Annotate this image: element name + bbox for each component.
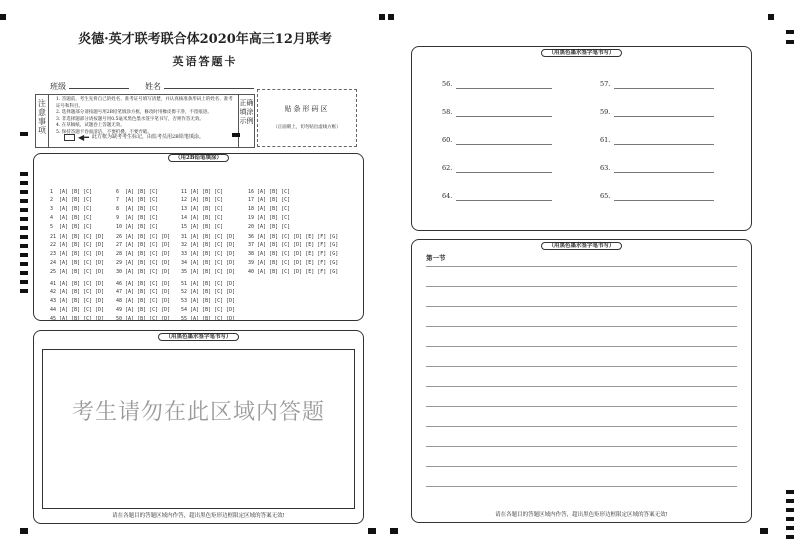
question-number: 65. [600, 192, 611, 200]
question-number: 63. [600, 164, 611, 172]
notice-list [56, 97, 234, 136]
top-mark [0, 14, 6, 20]
answer-line[interactable] [456, 88, 552, 89]
class-input-line[interactable] [69, 88, 129, 89]
mcq-block[interactable]: 26 [A] [B] [C] [D] 27 [A] [B] [C] [D] 28 [A] [B] [C] [D] 29 [A] [B] [C] [D] 30 [A] [B] [C] [D] [116, 233, 171, 275]
arrow-left-icon: ◀━ [78, 133, 89, 142]
side-mark [20, 132, 28, 136]
writing-line[interactable] [426, 386, 737, 387]
writing-line[interactable] [426, 286, 737, 287]
essay-panel [411, 239, 752, 523]
class-label: 班级 [50, 82, 66, 91]
page-subtitle: 英语答题卡 [172, 55, 238, 68]
mcq-panel-title: （用2B铅笔填涂） [34, 153, 363, 161]
correct-fill-label: 正确填涂示例 [238, 95, 254, 147]
question-number: 60. [442, 136, 453, 144]
notice-item: 3. 非选择题部分请按题号用0.5毫米黑色墨水签字笔书写，否则作答无效。 [56, 116, 204, 122]
mcq-block[interactable]: 21 [A] [B] [C] [D] 22 [A] [B] [C] [D] 23 [A] [B] [C] [D] 24 [A] [B] [C] [D] 25 [A] [B] [C] [D] [50, 233, 105, 275]
answer-line[interactable] [614, 172, 714, 173]
mcq-block[interactable]: 36 [A] [B] [C] [D] [E] [F] [G] 37 [A] [B] [C] [D] [E] [F] [G] 38 [A] [B] [C] [D] [E] [F] [G] 39 [A] [B] [C] [D] [E] [F] [G] 40 [A] [B] [C] [D] [E] [F] [G] [248, 233, 339, 275]
mcq-block[interactable]: 11 [A] [B] [C] 12 [A] [B] [C] 13 [A] [B] [C] 14 [A] [B] [C] 15 [A] [B] [C] [181, 188, 224, 230]
notice-box [35, 94, 255, 148]
timing-marks-right [786, 30, 794, 50]
absent-checkbox[interactable] [64, 134, 75, 141]
mcq-block[interactable]: 51 [A] [B] [C] [D] 52 [A] [B] [C] [D] 53 [A] [B] [C] [D] 54 [A] [B] [C] [D] 55 [A] [B] [C] [D] [181, 280, 236, 322]
barcode-note: （正面朝上，切勿贴出虚线方框） [273, 125, 341, 130]
writing-line[interactable] [426, 446, 737, 447]
fill-in-panel-title: （用黑色墨水签字笔书写） [412, 48, 751, 56]
notice-side-label: 注意事项 [36, 95, 49, 147]
essay-panel-title: （用黑色墨水签字笔书写） [412, 241, 751, 249]
writing-line[interactable] [426, 266, 737, 267]
question-number: 59. [600, 108, 611, 116]
page-title: 炎德·英才联考联合体2020年高三12月联考 [78, 32, 332, 47]
notice-item: 1. 答题前，考生先将自己的姓名、准考证号填写清楚，并认真核准条形码上的姓名、准考证号和科目。 [56, 97, 233, 109]
timing-marks-left [20, 172, 28, 298]
bottom-mark [368, 528, 376, 534]
question-number: 64. [442, 192, 453, 200]
bottom-mark [390, 528, 398, 534]
answer-line[interactable] [456, 200, 552, 201]
writing-line[interactable] [426, 406, 737, 407]
barcode-title: 贴条形码区 [284, 105, 330, 113]
notice-item: 5. 保持答题卡卷面清洁，不要折叠、不要弄破。 [56, 129, 152, 135]
side-mark [232, 133, 240, 137]
mcq-panel [33, 153, 364, 321]
question-number: 62. [442, 164, 453, 172]
top-mark [768, 14, 774, 20]
question-number: 57. [600, 80, 611, 88]
notice-item: 4. 在草稿纸、试题卷上答题无效。 [56, 123, 125, 128]
bottom-mark [20, 528, 28, 534]
mcq-block[interactable]: 1 [A] [B] [C] 2 [A] [B] [C] 3 [A] [B] [C] 4 [A] [B] [C] 5 [A] [B] [C] [50, 188, 93, 230]
barcode-area [257, 89, 357, 147]
question-number: 61. [600, 136, 611, 144]
top-mark [379, 14, 385, 20]
writing-line[interactable] [426, 466, 737, 467]
answer-area-footer: 请在各题目的答题区域内作答，超出黑色矩形边框限定区域的答案无效! [112, 513, 285, 519]
no-answer-inner-box [42, 349, 355, 509]
answer-area-footer: 请在各题目的答题区域内作答，超出黑色矩形边框限定区域的答案无效! [495, 512, 668, 518]
name-input-line[interactable] [164, 88, 254, 89]
writing-line[interactable] [426, 326, 737, 327]
absent-text: 此方框为缺考考生标记，由监考员用2B铅笔填涂。 [91, 134, 204, 141]
answer-line[interactable] [456, 172, 552, 173]
name-label: 姓名 [145, 82, 161, 91]
mcq-block[interactable]: 6 [A] [B] [C] 7 [A] [B] [C] 8 [A] [B] [C] 9 [A] [B] [C] 10 [A] [B] [C] [116, 188, 159, 230]
mcq-block[interactable]: 41 [A] [B] [C] [D] 42 [A] [B] [C] [D] 43 [A] [B] [C] [D] 44 [A] [B] [C] [D] 45 [A] [B] [C] [D] [50, 280, 105, 322]
bottom-mark [760, 528, 768, 534]
no-answer-panel-title: （用黑色墨水签字笔书写） [34, 332, 363, 340]
fill-in-panel [411, 46, 752, 231]
writing-line[interactable] [426, 306, 737, 307]
no-answer-watermark: 考生请勿在此区域内答题 [71, 400, 325, 425]
mcq-block[interactable]: 46 [A] [B] [C] [D] 47 [A] [B] [C] [D] 48 [A] [B] [C] [D] 49 [A] [B] [C] [D] 50 [A] [B] [C] [D] [116, 280, 171, 322]
writing-line[interactable] [426, 426, 737, 427]
top-mark [388, 14, 394, 20]
no-answer-panel [33, 330, 364, 524]
answer-line[interactable] [614, 88, 714, 89]
answer-line[interactable] [614, 200, 714, 201]
absent-mark-row [64, 134, 204, 141]
writing-line[interactable] [426, 366, 737, 367]
answer-line[interactable] [614, 116, 714, 117]
section-label: 第一节 [426, 254, 446, 262]
mcq-block[interactable]: 31 [A] [B] [C] [D] 32 [A] [B] [C] [D] 33 [A] [B] [C] [D] 34 [A] [B] [C] [D] 35 [A] [B] [C] [D] [181, 233, 236, 275]
writing-line[interactable] [426, 486, 737, 487]
writing-line[interactable] [426, 346, 737, 347]
answer-line[interactable] [614, 144, 714, 145]
question-number: 56. [442, 80, 453, 88]
answer-line[interactable] [456, 144, 552, 145]
mcq-block[interactable]: 16 [A] [B] [C] 17 [A] [B] [C] 18 [A] [B] [C] 19 [A] [B] [C] 20 [A] [B] [C] [248, 188, 291, 230]
timing-marks-right [786, 490, 794, 544]
name-field[interactable] [145, 81, 254, 92]
notice-item: 2. 选择题部分请按题号用2B铅笔填涂方框，修改时用橡皮擦干净，不留痕迹。 [56, 110, 212, 115]
class-field[interactable] [50, 81, 129, 92]
answer-line[interactable] [456, 116, 552, 117]
question-number: 58. [442, 108, 453, 116]
